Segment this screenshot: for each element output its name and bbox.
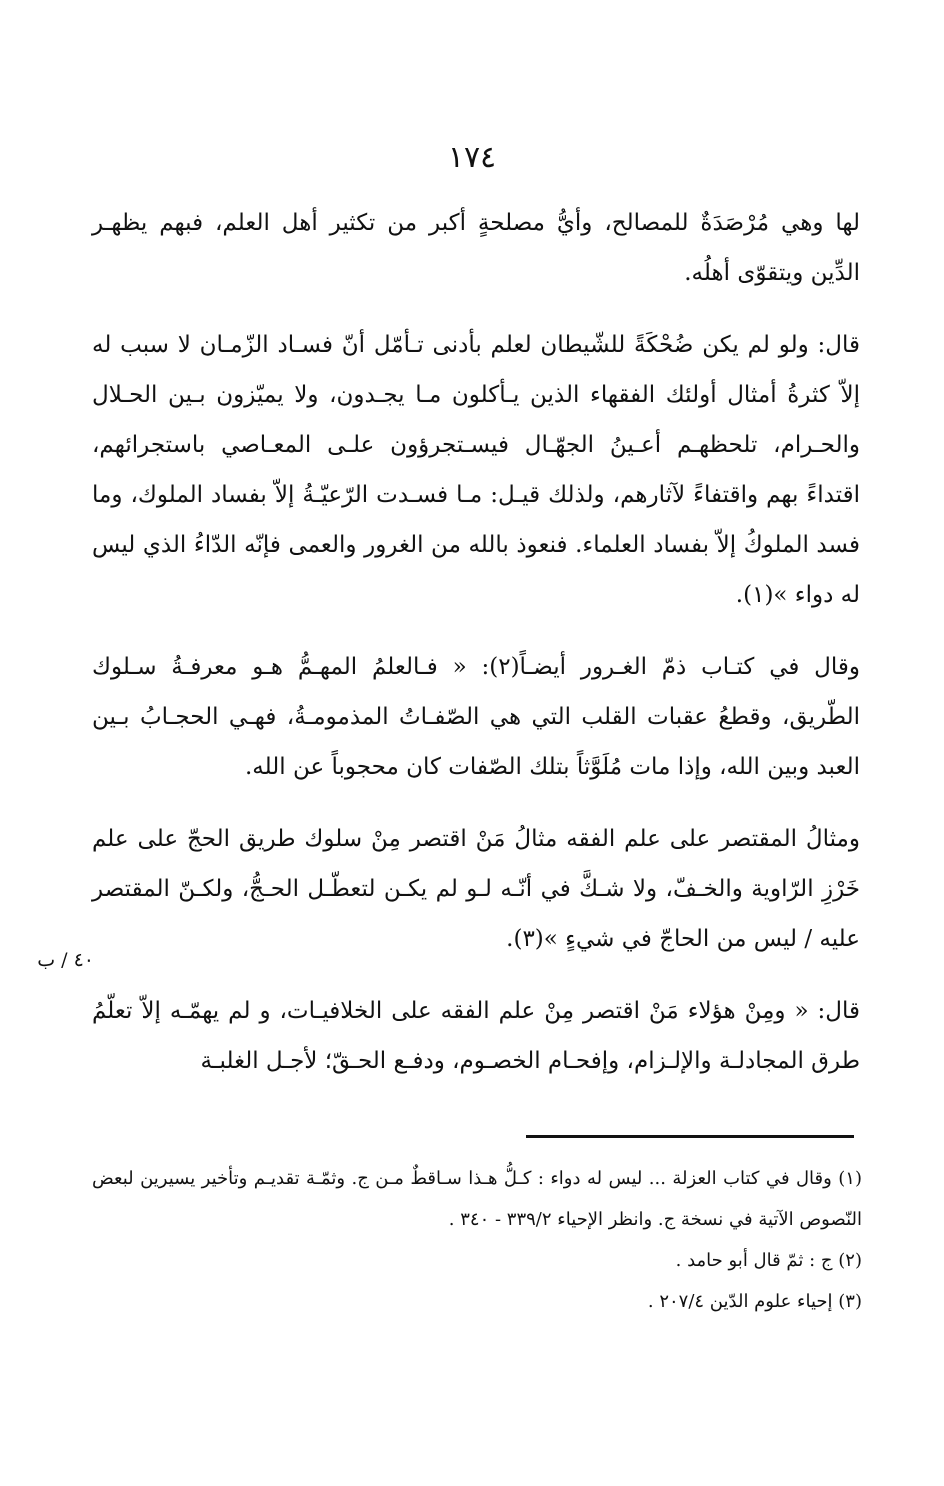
manuscript-folio-note: ٤٠ / ب [37,949,94,971]
footnote-separator [526,1135,854,1138]
footnote-2: (٢) ج : ثمّ قال أبو حامد . [675,1250,862,1271]
paragraph-2: قال: ولو لم يكن ضُحْكَةً للشّيطان لعلم بأدنى تـأمّل أنّ فسـاد الزّمـان لا سبب له إلاّ كثرةُ أمثال أولئك الفقهاء الذين يـأكلون مـا يجـدون، ولا يميّزون بـين الحـلال والحـرام، تلحظهـم أعـينُ الجهّـال فيسـتجرؤون علـى المعـاصي باستجرائهم، اقتداءً بهم واقتفاءً لآثارهم، ولذلك قيـل: مـا فسـدت الرّعيّـةُ إلاّ بفساد الملوك، وما فسد الملوكُ إلاّ بفساد العلماء. فنعوذ بالله من الغرور والعمى فإنّه الدّاءُ الذي ليس له دواء »(١). [92,332,860,608]
footnotes [92,1158,862,1322]
footnote-3: (٣) إحياء علوم الدّين ٢٠٧/٤ . [647,1291,862,1312]
main-text [92,198,860,1108]
footnote-1: (١) وقال في كتاب العزلة ... ليس له دواء : كـلُّ هـذا سـاقطٌ مـن ج. وثمّـة تقديـم وتأخير يسيرين لبعض النّصوص الآتية في نسخة ج. وانظر الإحياء ٣٣٩/٢ - ٣٤٠ . [92,1168,862,1230]
page-number: ١٧٤ [447,140,497,175]
paragraph-5: قال: « ومِنْ هؤلاء مَنْ اقتصر مِنْ علم الفقه على الخلافيـات، و لم يهمّـه إلاّ تعلّمُ طرق المجادلـة والإلـزام، وإفحـام الخصـوم، ودفـع الحـقّ؛ لأجـل الغلبـة [92,998,860,1074]
paragraph-4: ومثالُ المقتصر على علم الفقه مثالُ مَنْ اقتصر مِنْ سلوك طريق الحجّ على علم خَرْزِ الرّاوية والخـفّ، ولا شـكَّ في أنّـه لـو لم يكـن لتعطّـل الحـجُّ، ولكـنّ المقتصر عليه / ليس من الحاجّ في شيءٍ »(٣). [92,826,860,952]
paragraph-1: لها وهي مُرْصَدَةٌ للمصالح، وأيُّ مصلحةٍ أكبر من تكثير أهل العلم، فبهم يظهـر الدِّين ويتقوّى أهلُه. [92,210,860,286]
paragraph-3: وقال في كتـاب ذمّ الغـرور أيضـاً(٢): « فـالعلمُ المهـمُّ هـو معرفـةُ سـلوك الطّريق، وقطعُ عقبات القلب التي هي الصّفـاتُ المذمومـةُ، فهـي الحجـابُ بـين العبد وبين الله، وإذا مات مُلَوَّثاً بتلك الصّفات كان محجوباً عن الله. [92,654,861,780]
